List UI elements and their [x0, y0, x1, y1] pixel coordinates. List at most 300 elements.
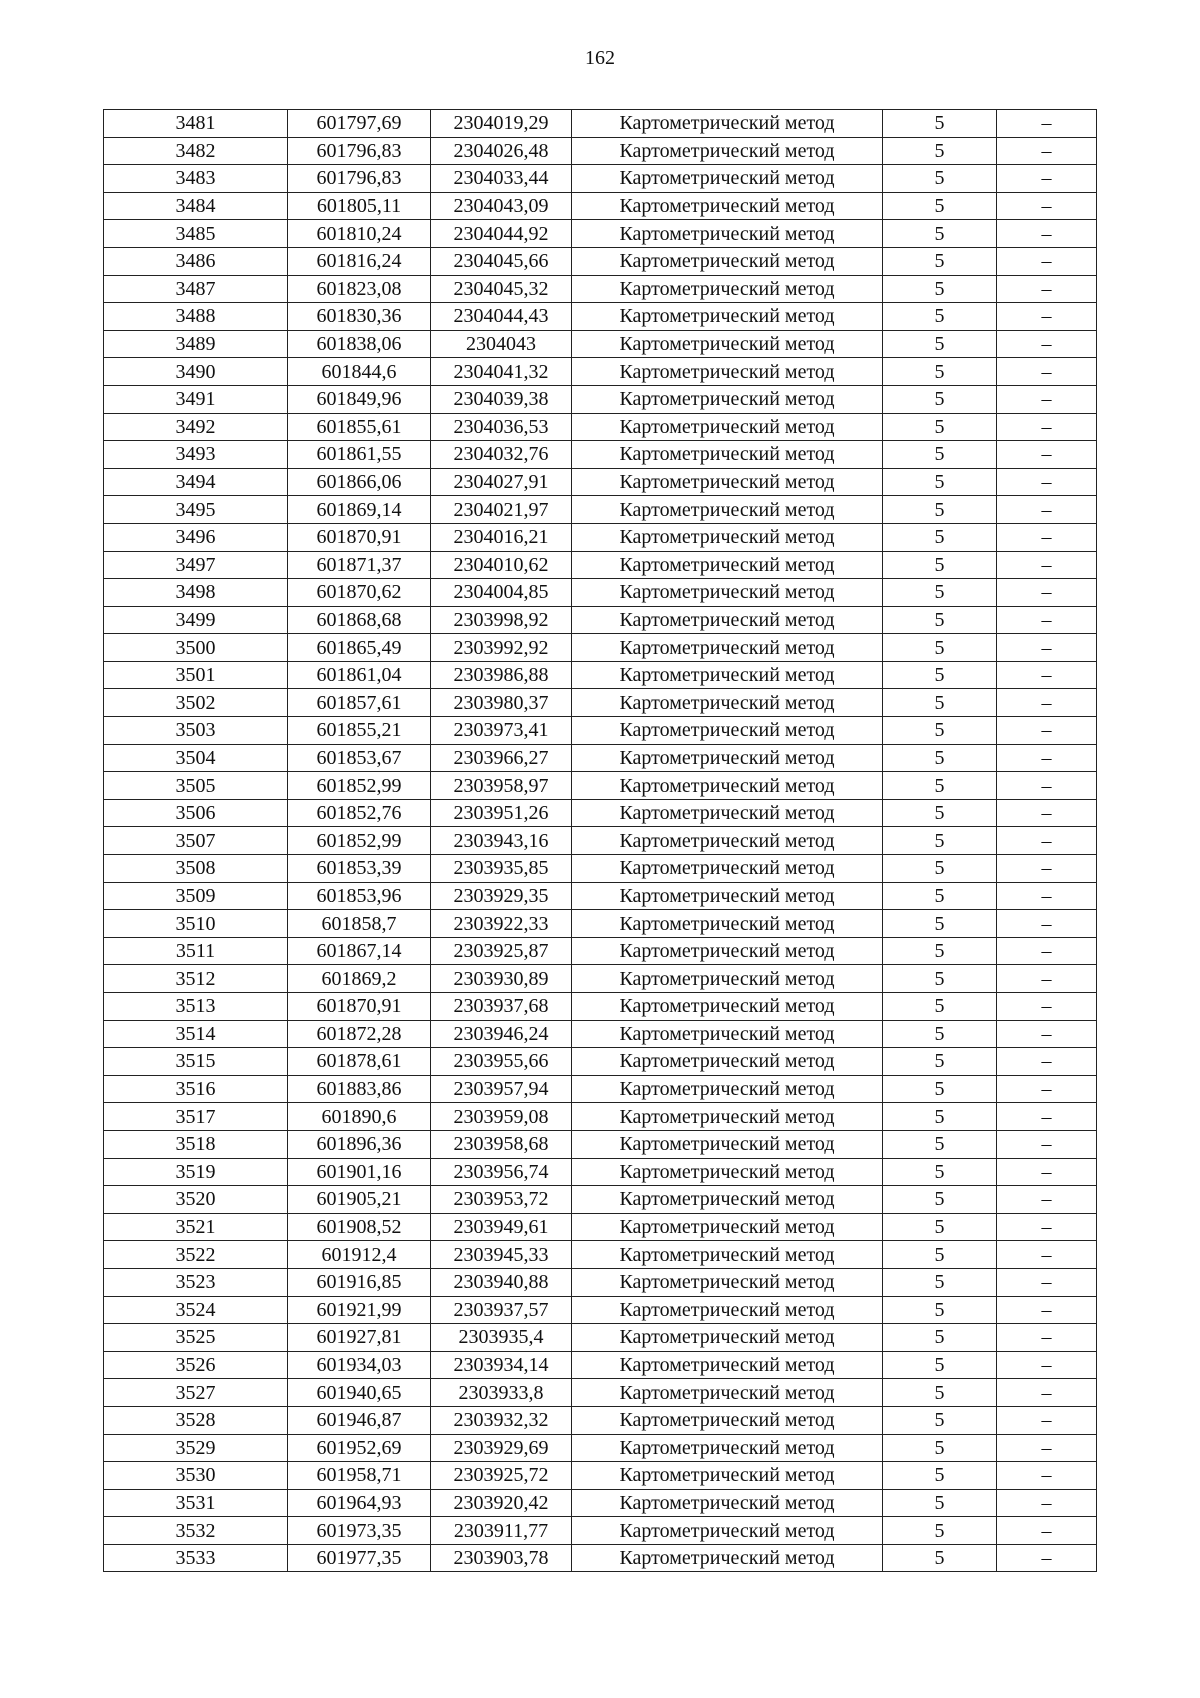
description-cell: –: [997, 551, 1097, 579]
description-cell: –: [997, 110, 1097, 138]
point-number-cell: 3491: [104, 385, 288, 413]
point-number-cell: 3533: [104, 1544, 288, 1572]
precision-cell: 5: [883, 1103, 997, 1131]
point-number-cell: 3489: [104, 330, 288, 358]
coordinate-y-cell: 2303998,92: [431, 606, 572, 634]
coordinate-y-cell: 2304010,62: [431, 551, 572, 579]
method-cell: Картометрический метод: [572, 1489, 883, 1517]
precision-cell: 5: [883, 1186, 997, 1214]
method-cell: Картометрический метод: [572, 1517, 883, 1545]
method-cell: Картометрический метод: [572, 1075, 883, 1103]
description-cell: –: [997, 1351, 1097, 1379]
table-row: [104, 468, 1097, 496]
method-cell: Картометрический метод: [572, 220, 883, 248]
precision-cell: 5: [883, 165, 997, 193]
table-row: [104, 330, 1097, 358]
precision-cell: 5: [883, 413, 997, 441]
precision-cell: 5: [883, 1406, 997, 1434]
point-number-cell: 3482: [104, 137, 288, 165]
coordinate-y-cell: 2303958,68: [431, 1130, 572, 1158]
coordinate-x-cell: 601844,6: [288, 358, 431, 386]
description-cell: –: [997, 1296, 1097, 1324]
precision-cell: 5: [883, 910, 997, 938]
coordinate-y-cell: 2303940,88: [431, 1268, 572, 1296]
coordinate-x-cell: 601865,49: [288, 634, 431, 662]
coordinate-y-cell: 2304027,91: [431, 468, 572, 496]
precision-cell: 5: [883, 1296, 997, 1324]
coordinate-x-cell: 601855,21: [288, 717, 431, 745]
point-number-cell: 3515: [104, 1048, 288, 1076]
precision-cell: 5: [883, 1379, 997, 1407]
coordinate-x-cell: 601869,2: [288, 965, 431, 993]
point-number-cell: 3497: [104, 551, 288, 579]
coordinates-table: [103, 109, 1097, 1572]
coordinate-x-cell: 601857,61: [288, 689, 431, 717]
coordinate-x-cell: 601958,71: [288, 1462, 431, 1490]
precision-cell: 5: [883, 441, 997, 469]
coordinate-x-cell: 601977,35: [288, 1544, 431, 1572]
coordinate-x-cell: 601861,04: [288, 661, 431, 689]
method-cell: Картометрический метод: [572, 827, 883, 855]
coordinate-x-cell: 601973,35: [288, 1517, 431, 1545]
method-cell: Картометрический метод: [572, 1351, 883, 1379]
precision-cell: 5: [883, 661, 997, 689]
point-number-cell: 3514: [104, 1020, 288, 1048]
description-cell: –: [997, 303, 1097, 331]
method-cell: Картометрический метод: [572, 275, 883, 303]
table-row: [104, 1158, 1097, 1186]
table-row: [104, 496, 1097, 524]
description-cell: –: [997, 1268, 1097, 1296]
method-cell: Картометрический метод: [572, 993, 883, 1021]
description-cell: –: [997, 1544, 1097, 1572]
description-cell: –: [997, 1103, 1097, 1131]
point-number-cell: 3508: [104, 855, 288, 883]
table-row: [104, 799, 1097, 827]
description-cell: –: [997, 1517, 1097, 1545]
description-cell: –: [997, 1130, 1097, 1158]
point-number-cell: 3492: [104, 413, 288, 441]
coordinate-y-cell: 2303930,89: [431, 965, 572, 993]
precision-cell: 5: [883, 1351, 997, 1379]
coordinate-y-cell: 2303935,4: [431, 1324, 572, 1352]
coordinate-x-cell: 601964,93: [288, 1489, 431, 1517]
table-row: [104, 441, 1097, 469]
point-number-cell: 3495: [104, 496, 288, 524]
point-number-cell: 3525: [104, 1324, 288, 1352]
precision-cell: 5: [883, 1075, 997, 1103]
point-number-cell: 3503: [104, 717, 288, 745]
coordinate-x-cell: 601878,61: [288, 1048, 431, 1076]
coordinate-y-cell: 2303945,33: [431, 1241, 572, 1269]
precision-cell: 5: [883, 358, 997, 386]
description-cell: –: [997, 661, 1097, 689]
coordinate-y-cell: 2303953,72: [431, 1186, 572, 1214]
description-cell: –: [997, 1020, 1097, 1048]
point-number-cell: 3487: [104, 275, 288, 303]
point-number-cell: 3509: [104, 882, 288, 910]
coordinate-x-cell: 601908,52: [288, 1213, 431, 1241]
method-cell: Картометрический метод: [572, 413, 883, 441]
coordinate-x-cell: 601870,91: [288, 523, 431, 551]
coordinate-x-cell: 601855,61: [288, 413, 431, 441]
method-cell: Картометрический метод: [572, 634, 883, 662]
point-number-cell: 3520: [104, 1186, 288, 1214]
method-cell: Картометрический метод: [572, 1103, 883, 1131]
description-cell: –: [997, 330, 1097, 358]
precision-cell: 5: [883, 1213, 997, 1241]
precision-cell: 5: [883, 855, 997, 883]
coordinate-y-cell: 2304033,44: [431, 165, 572, 193]
coordinate-x-cell: 601853,67: [288, 744, 431, 772]
description-cell: –: [997, 1489, 1097, 1517]
coordinate-x-cell: 601871,37: [288, 551, 431, 579]
point-number-cell: 3531: [104, 1489, 288, 1517]
precision-cell: 5: [883, 1489, 997, 1517]
method-cell: Картометрический метод: [572, 1462, 883, 1490]
precision-cell: 5: [883, 1544, 997, 1572]
precision-cell: 5: [883, 220, 997, 248]
coordinate-y-cell: 2303911,77: [431, 1517, 572, 1545]
method-cell: Картометрический метод: [572, 330, 883, 358]
table-row: [104, 855, 1097, 883]
coordinate-x-cell: 601853,96: [288, 882, 431, 910]
method-cell: Картометрический метод: [572, 1379, 883, 1407]
table-row: [104, 910, 1097, 938]
coordinate-x-cell: 601869,14: [288, 496, 431, 524]
description-cell: –: [997, 799, 1097, 827]
table-row: [104, 1241, 1097, 1269]
coordinate-y-cell: 2303929,69: [431, 1434, 572, 1462]
coordinate-y-cell: 2303922,33: [431, 910, 572, 938]
description-cell: –: [997, 937, 1097, 965]
coordinate-y-cell: 2303935,85: [431, 855, 572, 883]
description-cell: –: [997, 965, 1097, 993]
description-cell: –: [997, 1048, 1097, 1076]
method-cell: Картометрический метод: [572, 910, 883, 938]
table-row: [104, 523, 1097, 551]
point-number-cell: 3481: [104, 110, 288, 138]
coordinate-x-cell: 601852,99: [288, 772, 431, 800]
point-number-cell: 3510: [104, 910, 288, 938]
method-cell: Картометрический метод: [572, 579, 883, 607]
point-number-cell: 3522: [104, 1241, 288, 1269]
coordinate-y-cell: 2303956,74: [431, 1158, 572, 1186]
method-cell: Картометрический метод: [572, 137, 883, 165]
coordinate-x-cell: 601927,81: [288, 1324, 431, 1352]
coordinate-x-cell: 601810,24: [288, 220, 431, 248]
coordinate-x-cell: 601890,6: [288, 1103, 431, 1131]
table-row: [104, 385, 1097, 413]
description-cell: –: [997, 220, 1097, 248]
page-number: 162: [585, 47, 615, 69]
point-number-cell: 3523: [104, 1268, 288, 1296]
coordinate-x-cell: 601816,24: [288, 247, 431, 275]
table-row: [104, 1103, 1097, 1131]
coordinate-y-cell: 2304041,32: [431, 358, 572, 386]
description-cell: –: [997, 358, 1097, 386]
method-cell: Картометрический метод: [572, 1268, 883, 1296]
precision-cell: 5: [883, 1268, 997, 1296]
coordinate-y-cell: 2303933,8: [431, 1379, 572, 1407]
method-cell: Картометрический метод: [572, 247, 883, 275]
description-cell: –: [997, 1379, 1097, 1407]
table-row: [104, 1130, 1097, 1158]
coordinate-y-cell: 2303934,14: [431, 1351, 572, 1379]
table-row: [104, 1296, 1097, 1324]
point-number-cell: 3498: [104, 579, 288, 607]
description-cell: –: [997, 523, 1097, 551]
method-cell: Картометрический метод: [572, 1406, 883, 1434]
method-cell: Картометрический метод: [572, 937, 883, 965]
method-cell: Картометрический метод: [572, 855, 883, 883]
description-cell: –: [997, 247, 1097, 275]
precision-cell: 5: [883, 1434, 997, 1462]
precision-cell: 5: [883, 993, 997, 1021]
coordinate-y-cell: 2303986,88: [431, 661, 572, 689]
table-row: [104, 965, 1097, 993]
description-cell: –: [997, 385, 1097, 413]
point-number-cell: 3496: [104, 523, 288, 551]
point-number-cell: 3494: [104, 468, 288, 496]
coordinate-x-cell: 601861,55: [288, 441, 431, 469]
precision-cell: 5: [883, 1158, 997, 1186]
coordinate-y-cell: 2303943,16: [431, 827, 572, 855]
table-row: [104, 744, 1097, 772]
description-cell: –: [997, 993, 1097, 1021]
method-cell: Картометрический метод: [572, 689, 883, 717]
coordinate-y-cell: 2303973,41: [431, 717, 572, 745]
coordinate-x-cell: 601796,83: [288, 165, 431, 193]
coordinate-y-cell: 2304044,43: [431, 303, 572, 331]
point-number-cell: 3507: [104, 827, 288, 855]
description-cell: –: [997, 275, 1097, 303]
precision-cell: 5: [883, 717, 997, 745]
description-cell: –: [997, 827, 1097, 855]
method-cell: Картометрический метод: [572, 441, 883, 469]
description-cell: –: [997, 1075, 1097, 1103]
method-cell: Картометрический метод: [572, 165, 883, 193]
precision-cell: 5: [883, 579, 997, 607]
table-row: [104, 634, 1097, 662]
description-cell: –: [997, 579, 1097, 607]
coordinate-x-cell: 601901,16: [288, 1158, 431, 1186]
method-cell: Картометрический метод: [572, 303, 883, 331]
description-cell: –: [997, 1213, 1097, 1241]
coordinate-x-cell: 601896,36: [288, 1130, 431, 1158]
coordinate-y-cell: 2303951,26: [431, 799, 572, 827]
coordinate-x-cell: 601796,83: [288, 137, 431, 165]
coordinate-y-cell: 2303955,66: [431, 1048, 572, 1076]
table-row: [104, 110, 1097, 138]
point-number-cell: 3493: [104, 441, 288, 469]
table-row: [104, 275, 1097, 303]
coordinate-x-cell: 601940,65: [288, 1379, 431, 1407]
table-row: [104, 247, 1097, 275]
coordinate-x-cell: 601905,21: [288, 1186, 431, 1214]
point-number-cell: 3504: [104, 744, 288, 772]
method-cell: Картометрический метод: [572, 965, 883, 993]
precision-cell: 5: [883, 275, 997, 303]
method-cell: Картометрический метод: [572, 1213, 883, 1241]
coordinate-y-cell: 2304032,76: [431, 441, 572, 469]
precision-cell: 5: [883, 192, 997, 220]
point-number-cell: 3483: [104, 165, 288, 193]
table-row: [104, 1268, 1097, 1296]
precision-cell: 5: [883, 1130, 997, 1158]
precision-cell: 5: [883, 110, 997, 138]
method-cell: Картометрический метод: [572, 1020, 883, 1048]
coordinate-y-cell: 2303925,87: [431, 937, 572, 965]
coordinate-x-cell: 601830,36: [288, 303, 431, 331]
method-cell: Картометрический метод: [572, 799, 883, 827]
coordinate-x-cell: 601870,62: [288, 579, 431, 607]
precision-cell: 5: [883, 634, 997, 662]
description-cell: –: [997, 744, 1097, 772]
coordinate-x-cell: 601823,08: [288, 275, 431, 303]
table-row: [104, 137, 1097, 165]
coordinate-y-cell: 2303958,97: [431, 772, 572, 800]
coordinate-y-cell: 2303949,61: [431, 1213, 572, 1241]
table-row: [104, 937, 1097, 965]
coordinate-y-cell: 2304039,38: [431, 385, 572, 413]
description-cell: –: [997, 1462, 1097, 1490]
table-row: [104, 413, 1097, 441]
precision-cell: 5: [883, 606, 997, 634]
precision-cell: 5: [883, 1462, 997, 1490]
precision-cell: 5: [883, 1517, 997, 1545]
point-number-cell: 3505: [104, 772, 288, 800]
point-number-cell: 3486: [104, 247, 288, 275]
method-cell: Картометрический метод: [572, 744, 883, 772]
point-number-cell: 3526: [104, 1351, 288, 1379]
description-cell: –: [997, 1324, 1097, 1352]
coordinate-x-cell: 601867,14: [288, 937, 431, 965]
table-row: [104, 1324, 1097, 1352]
precision-cell: 5: [883, 1048, 997, 1076]
point-number-cell: 3484: [104, 192, 288, 220]
coordinate-y-cell: 2304036,53: [431, 413, 572, 441]
method-cell: Картометрический метод: [572, 1186, 883, 1214]
method-cell: Картометрический метод: [572, 1296, 883, 1324]
coordinate-y-cell: 2304043: [431, 330, 572, 358]
description-cell: –: [997, 910, 1097, 938]
coordinate-x-cell: 601868,68: [288, 606, 431, 634]
method-cell: Картометрический метод: [572, 110, 883, 138]
description-cell: –: [997, 855, 1097, 883]
coordinate-x-cell: 601883,86: [288, 1075, 431, 1103]
precision-cell: 5: [883, 772, 997, 800]
precision-cell: 5: [883, 523, 997, 551]
table-row: [104, 1406, 1097, 1434]
description-cell: –: [997, 137, 1097, 165]
coordinate-x-cell: 601797,69: [288, 110, 431, 138]
coordinate-y-cell: 2303937,68: [431, 993, 572, 1021]
description-cell: –: [997, 606, 1097, 634]
table-row: [104, 1379, 1097, 1407]
coordinate-y-cell: 2303903,78: [431, 1544, 572, 1572]
table-row: [104, 1186, 1097, 1214]
table-row: [104, 192, 1097, 220]
description-cell: –: [997, 1434, 1097, 1462]
table-row: [104, 1517, 1097, 1545]
point-number-cell: 3512: [104, 965, 288, 993]
point-number-cell: 3518: [104, 1130, 288, 1158]
point-number-cell: 3485: [104, 220, 288, 248]
coordinate-x-cell: 601858,7: [288, 910, 431, 938]
method-cell: Картометрический метод: [572, 468, 883, 496]
precision-cell: 5: [883, 882, 997, 910]
table-row: [104, 689, 1097, 717]
coordinate-y-cell: 2304021,97: [431, 496, 572, 524]
precision-cell: 5: [883, 689, 997, 717]
precision-cell: 5: [883, 496, 997, 524]
coordinate-x-cell: 601838,06: [288, 330, 431, 358]
coordinate-x-cell: 601916,85: [288, 1268, 431, 1296]
table-row: [104, 303, 1097, 331]
point-number-cell: 3511: [104, 937, 288, 965]
coordinate-y-cell: 2303920,42: [431, 1489, 572, 1517]
point-number-cell: 3519: [104, 1158, 288, 1186]
table-row: [104, 1048, 1097, 1076]
table-row: [104, 772, 1097, 800]
description-cell: –: [997, 165, 1097, 193]
table-row: [104, 717, 1097, 745]
coordinate-x-cell: 601912,4: [288, 1241, 431, 1269]
coordinate-y-cell: 2303992,92: [431, 634, 572, 662]
description-cell: –: [997, 717, 1097, 745]
coordinate-y-cell: 2303929,35: [431, 882, 572, 910]
description-cell: –: [997, 496, 1097, 524]
precision-cell: 5: [883, 330, 997, 358]
coordinate-y-cell: 2304045,32: [431, 275, 572, 303]
coordinate-x-cell: 601952,69: [288, 1434, 431, 1462]
precision-cell: 5: [883, 137, 997, 165]
coordinate-y-cell: 2303937,57: [431, 1296, 572, 1324]
coordinate-x-cell: 601921,99: [288, 1296, 431, 1324]
table-row: [104, 358, 1097, 386]
point-number-cell: 3521: [104, 1213, 288, 1241]
point-number-cell: 3530: [104, 1462, 288, 1490]
table-row: [104, 1213, 1097, 1241]
method-cell: Картометрический метод: [572, 606, 883, 634]
coordinate-x-cell: 601849,96: [288, 385, 431, 413]
table-row: [104, 827, 1097, 855]
description-cell: –: [997, 689, 1097, 717]
table-row: [104, 220, 1097, 248]
method-cell: Картометрический метод: [572, 1544, 883, 1572]
method-cell: Картометрический метод: [572, 385, 883, 413]
table-row: [104, 882, 1097, 910]
point-number-cell: 3517: [104, 1103, 288, 1131]
table-row: [104, 606, 1097, 634]
coordinate-y-cell: 2303959,08: [431, 1103, 572, 1131]
method-cell: Картометрический метод: [572, 1434, 883, 1462]
point-number-cell: 3529: [104, 1434, 288, 1462]
coordinate-y-cell: 2303957,94: [431, 1075, 572, 1103]
method-cell: Картометрический метод: [572, 1048, 883, 1076]
method-cell: Картометрический метод: [572, 192, 883, 220]
coordinate-x-cell: 601852,99: [288, 827, 431, 855]
method-cell: Картометрический метод: [572, 1324, 883, 1352]
coordinate-y-cell: 2304044,92: [431, 220, 572, 248]
table-row: [104, 165, 1097, 193]
precision-cell: 5: [883, 551, 997, 579]
table-row: [104, 579, 1097, 607]
description-cell: –: [997, 634, 1097, 662]
table-row: [104, 551, 1097, 579]
table-row: [104, 1462, 1097, 1490]
